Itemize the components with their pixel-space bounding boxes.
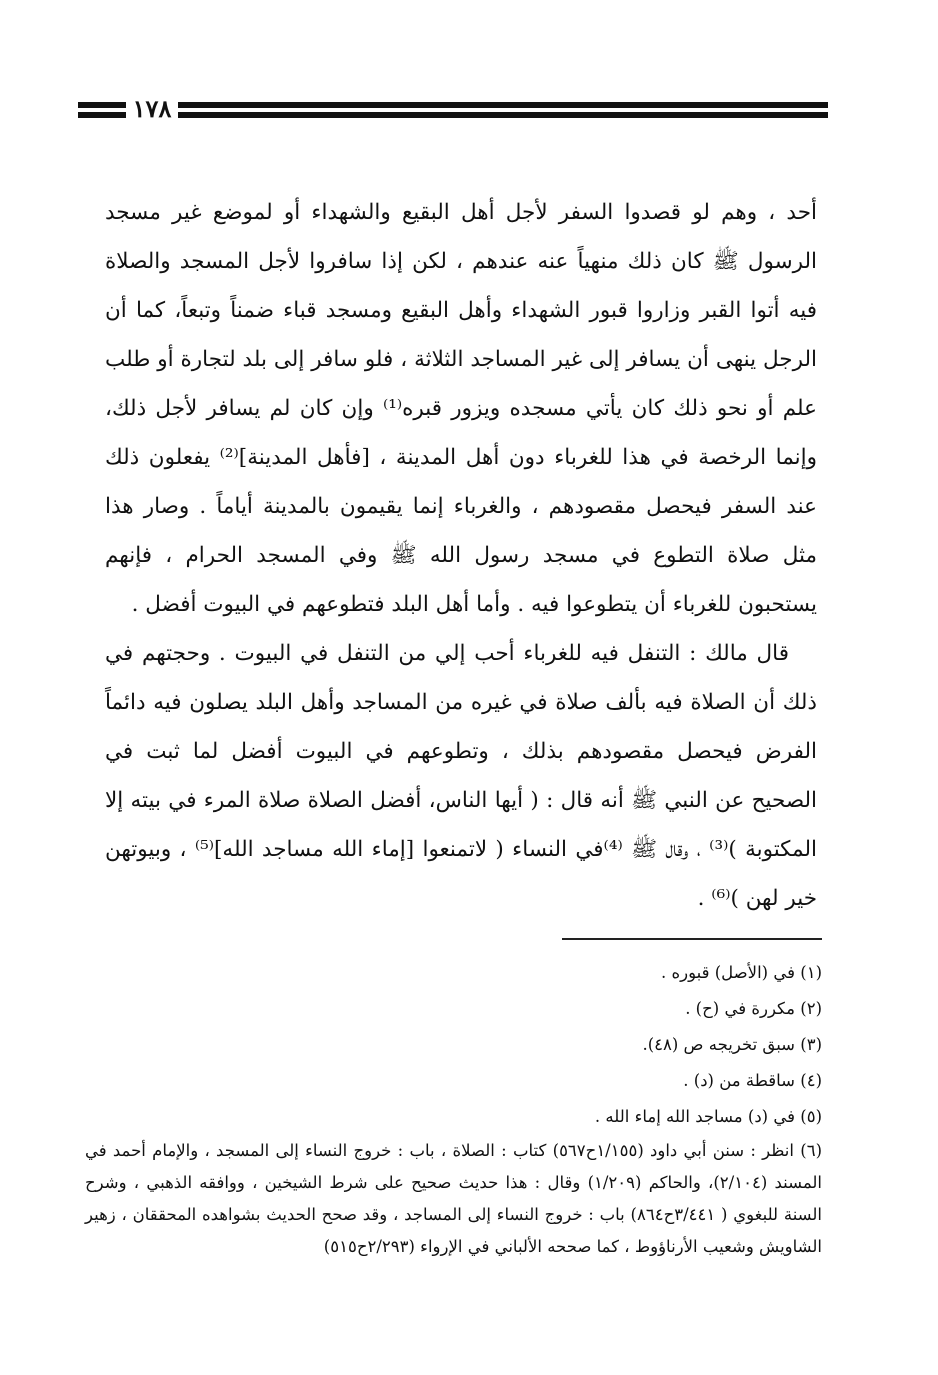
page-header <box>78 94 828 123</box>
footnote-6: (٦) انظر : سنن أبي داود (١/١٥٥ح٥٦٧) كتاب : الصلاة ، باب : خروج النساء إلى المسجد ، والإمام أحمد في المسند (٢/١٠٤)، والحاكم (١/٢٠٩) وقال : هذا حديث صحيح على شرط الشيخين ، ووافقه الذهبي ، وشرح السنة للبغوي ( ٣/٤٤١ح٨٦٤) باب : خروج النساء إلى المساجد ، وقد صحح الحديث بشواهده المحققان ، زهير الشاويش وشعيب الأرناؤوط ، كما صححه الألباني في الإرواء (٢/٢٩٣ح٥١٥) <box>85 1141 822 1256</box>
footnote-4: (٤) ساقطة من (د) . <box>683 1071 822 1090</box>
paragraph-2: قال مالك : التنفل فيه للغرباء أحب إلي من التنفل في البيوت . وحجتهم في ذلك أن الصلاة فيه بألف صلاة في غيره من المساجد وأهل البلد يصلون فيه دائماً الفرض فيحصل مقصودهم بذلك ، وتطوعهم في البيوت أفضل لما ثبت في الصحيح عن النبي ﷺ أنه قال : ( أيها الناس، أفضل الصلاة صلاة المرء في بيته إلا المكتوبة )⁽³⁾ ، وقال ﷺ ⁽⁴⁾في النساء ( لاتمنعوا [إماء الله مساجد الله]⁽⁵⁾ ، وبيوتهن خير لهن )⁽⁶⁾ . <box>105 641 818 911</box>
paragraph-1: أحد ، وهم لو قصدوا السفر لأجل أهل البقيع والشهداء أو لموضع غير مسجد الرسول ﷺ كان ذلك منهياً عنه عندهم ، لكن إذا سافروا لأجل المسجد والصلاة فيه أتوا القبر وزاروا قبور الشهداء وأهل البقيع ومسجد قباء ضمناً وتبعاً، كما أن الرجل ينهى أن يسافر إلى غير المساجد الثلاثة ، فلو سافر إلى بلد لتجارة أو طلب علم أو نحو ذلك كان يأتي مسجده ويزور قبره⁽¹⁾ وإن كان لم يسافر لأجل ذلك، وإنما الرخصة في هذا للغرباء دون أهل المدينة ، [فأهل المدينة]⁽²⁾ يفعلون ذلك عند السفر فيحصل مقصودهم ، والغرباء إنما يقيمون بالمدينة أياماً . وصار هذا مثل صلاة التطوع في مسجد رسول الله ﷺ وفي المسجد الحرام ، فإنهم يستحبون للغرباء أن يتطوعوا فيه . وأما أهل البلد فتطوعهم في البيوت أفضل . <box>105 200 817 617</box>
footnote-3: (٣) سبق تخريجه ص (٤٨). <box>642 1035 822 1054</box>
page-number: ١٧٨ <box>132 94 172 123</box>
header-rule-left-top <box>78 102 126 108</box>
footnote-2: (٢) مكررة في (ح) . <box>685 999 822 1018</box>
footnote-separator <box>562 938 822 940</box>
header-rule-left-bottom <box>78 112 126 118</box>
header-rule-bottom <box>178 112 828 118</box>
main-text <box>105 188 817 923</box>
footnote-5: (٥) في (د) مساجد الله إماء الله . <box>594 1107 822 1126</box>
header-rule-top <box>178 102 828 108</box>
footnote-1: (١) في (الأصل) قبوره . <box>661 963 822 982</box>
footnotes <box>85 955 822 1263</box>
